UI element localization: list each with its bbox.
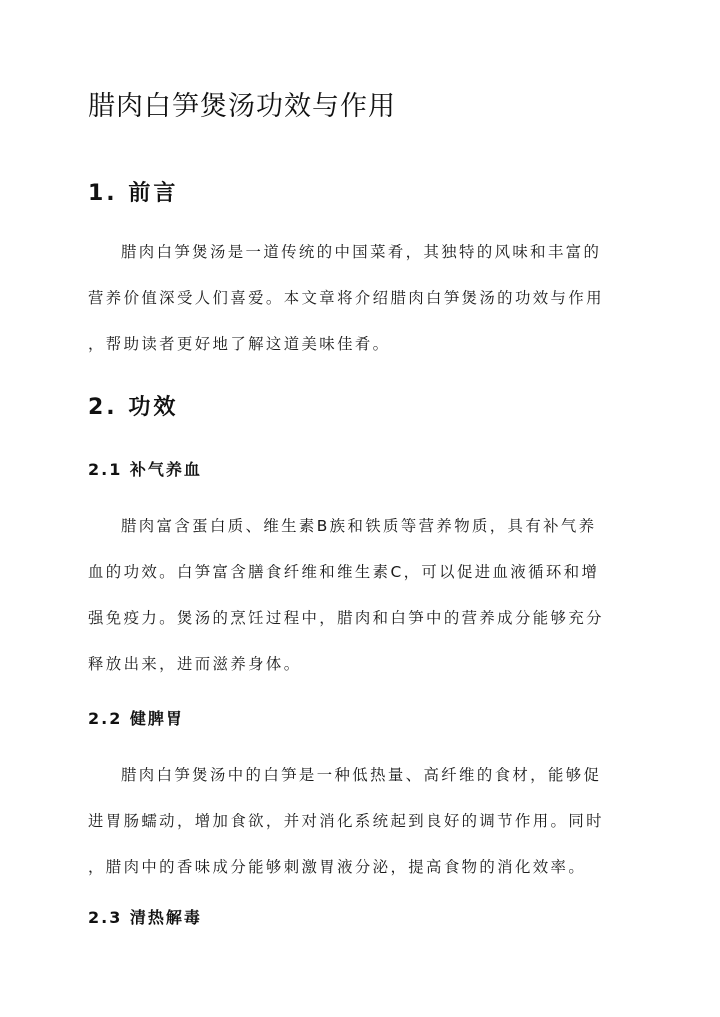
paragraph-line: 营养价值深受人们喜爱。本文章将介绍腊肉白笋煲汤的功效与作用 xyxy=(88,289,604,307)
subsection-2-2-paragraph xyxy=(88,763,636,901)
paragraph-line: ，腊肉中的香味成分能够刺激胃液分泌，提高食物的消化效率。 xyxy=(88,858,587,876)
paragraph-line: 进胃肠蠕动，增加食欲，并对消化系统起到良好的调节作用。同时 xyxy=(88,812,604,830)
section-heading-intro: 1. 前言 xyxy=(88,181,179,206)
paragraph-line: ，帮助读者更好地了解这道美味佳肴。 xyxy=(88,335,391,353)
intro-paragraph xyxy=(88,240,636,378)
document-title: 腊肉白笋煲汤功效与作用 xyxy=(88,91,396,122)
paragraph-line: 释放出来，进而滋养身体。 xyxy=(88,655,302,673)
paragraph-line: 腊肉白笋煲汤是一道传统的中国菜肴，其独特的风味和丰富的 xyxy=(121,243,602,261)
paragraph-line: 强免疫力。煲汤的烹饪过程中，腊肉和白笋中的营养成分能够充分 xyxy=(88,609,604,627)
subsection-heading-2-2: 2.2 健脾胃 xyxy=(88,709,184,728)
paragraph-line: 腊肉富含蛋白质、维生素B族和铁质等营养物质，具有补气养 xyxy=(121,517,597,535)
subsection-2-1-paragraph xyxy=(88,514,636,698)
subsection-heading-2-1: 2.1 补气养血 xyxy=(88,460,202,479)
paragraph-line: 血的功效。白笋富含膳食纤维和维生素C，可以促进血液循环和增 xyxy=(88,563,600,581)
paragraph-line: 腊肉白笋煲汤中的白笋是一种低热量、高纤维的食材，能够促 xyxy=(121,766,602,784)
section-heading-effects: 2. 功效 xyxy=(88,395,179,420)
subsection-heading-2-3: 2.3 清热解毒 xyxy=(88,908,202,927)
